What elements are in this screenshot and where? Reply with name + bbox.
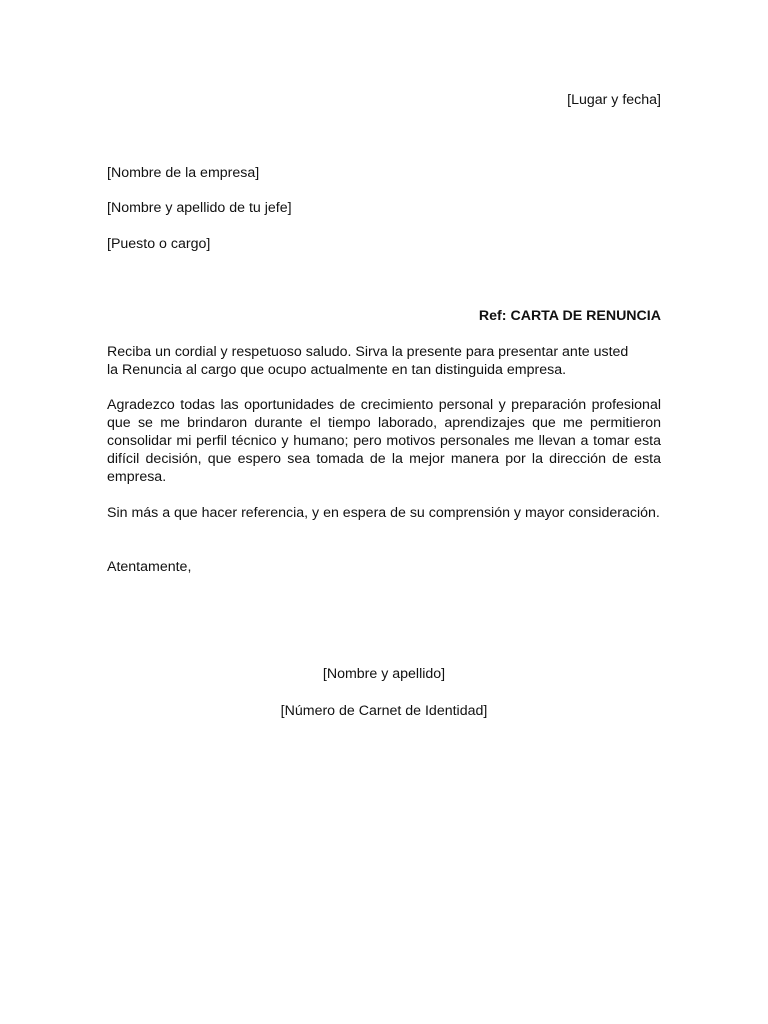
closing-salutation: Atentamente, bbox=[107, 559, 192, 575]
paragraph-3: Sin más a que hacer referencia, y en espera de su comprensión y mayor consideración. bbox=[107, 505, 660, 521]
boss-name: [Nombre y apellido de tu jefe] bbox=[107, 200, 292, 216]
company-name: [Nombre de la empresa] bbox=[107, 165, 260, 181]
reference-line: Ref: CARTA DE RENUNCIA bbox=[478, 308, 661, 324]
place-date: [Lugar y fecha] bbox=[567, 92, 661, 108]
position-title: [Puesto o cargo] bbox=[107, 236, 211, 252]
paragraph-1-line-1: Reciba un cordial y respetuoso saludo. Sirva la presente para presentar ante usted bbox=[107, 344, 629, 360]
paragraph-2: Agradezco todas las oportunidades de crecimiento personal y preparación profesional que se me brindaron durante el tiempo laborado, aprendizajes que me permitieron consolidar mi perfil técnico y humano; pero motivos personales me llevan a tomar esta difícil decisión, que espero sea tomada de la mejor manera por la dirección de esta empresa. bbox=[107, 397, 661, 485]
signature-id: [Número de Carnet de Identidad] bbox=[280, 703, 488, 719]
signature-name: [Nombre y apellido] bbox=[322, 666, 446, 682]
paragraph-1-line-2: la Renuncia al cargo que ocupo actualmente en tan distinguida empresa. bbox=[107, 362, 567, 378]
